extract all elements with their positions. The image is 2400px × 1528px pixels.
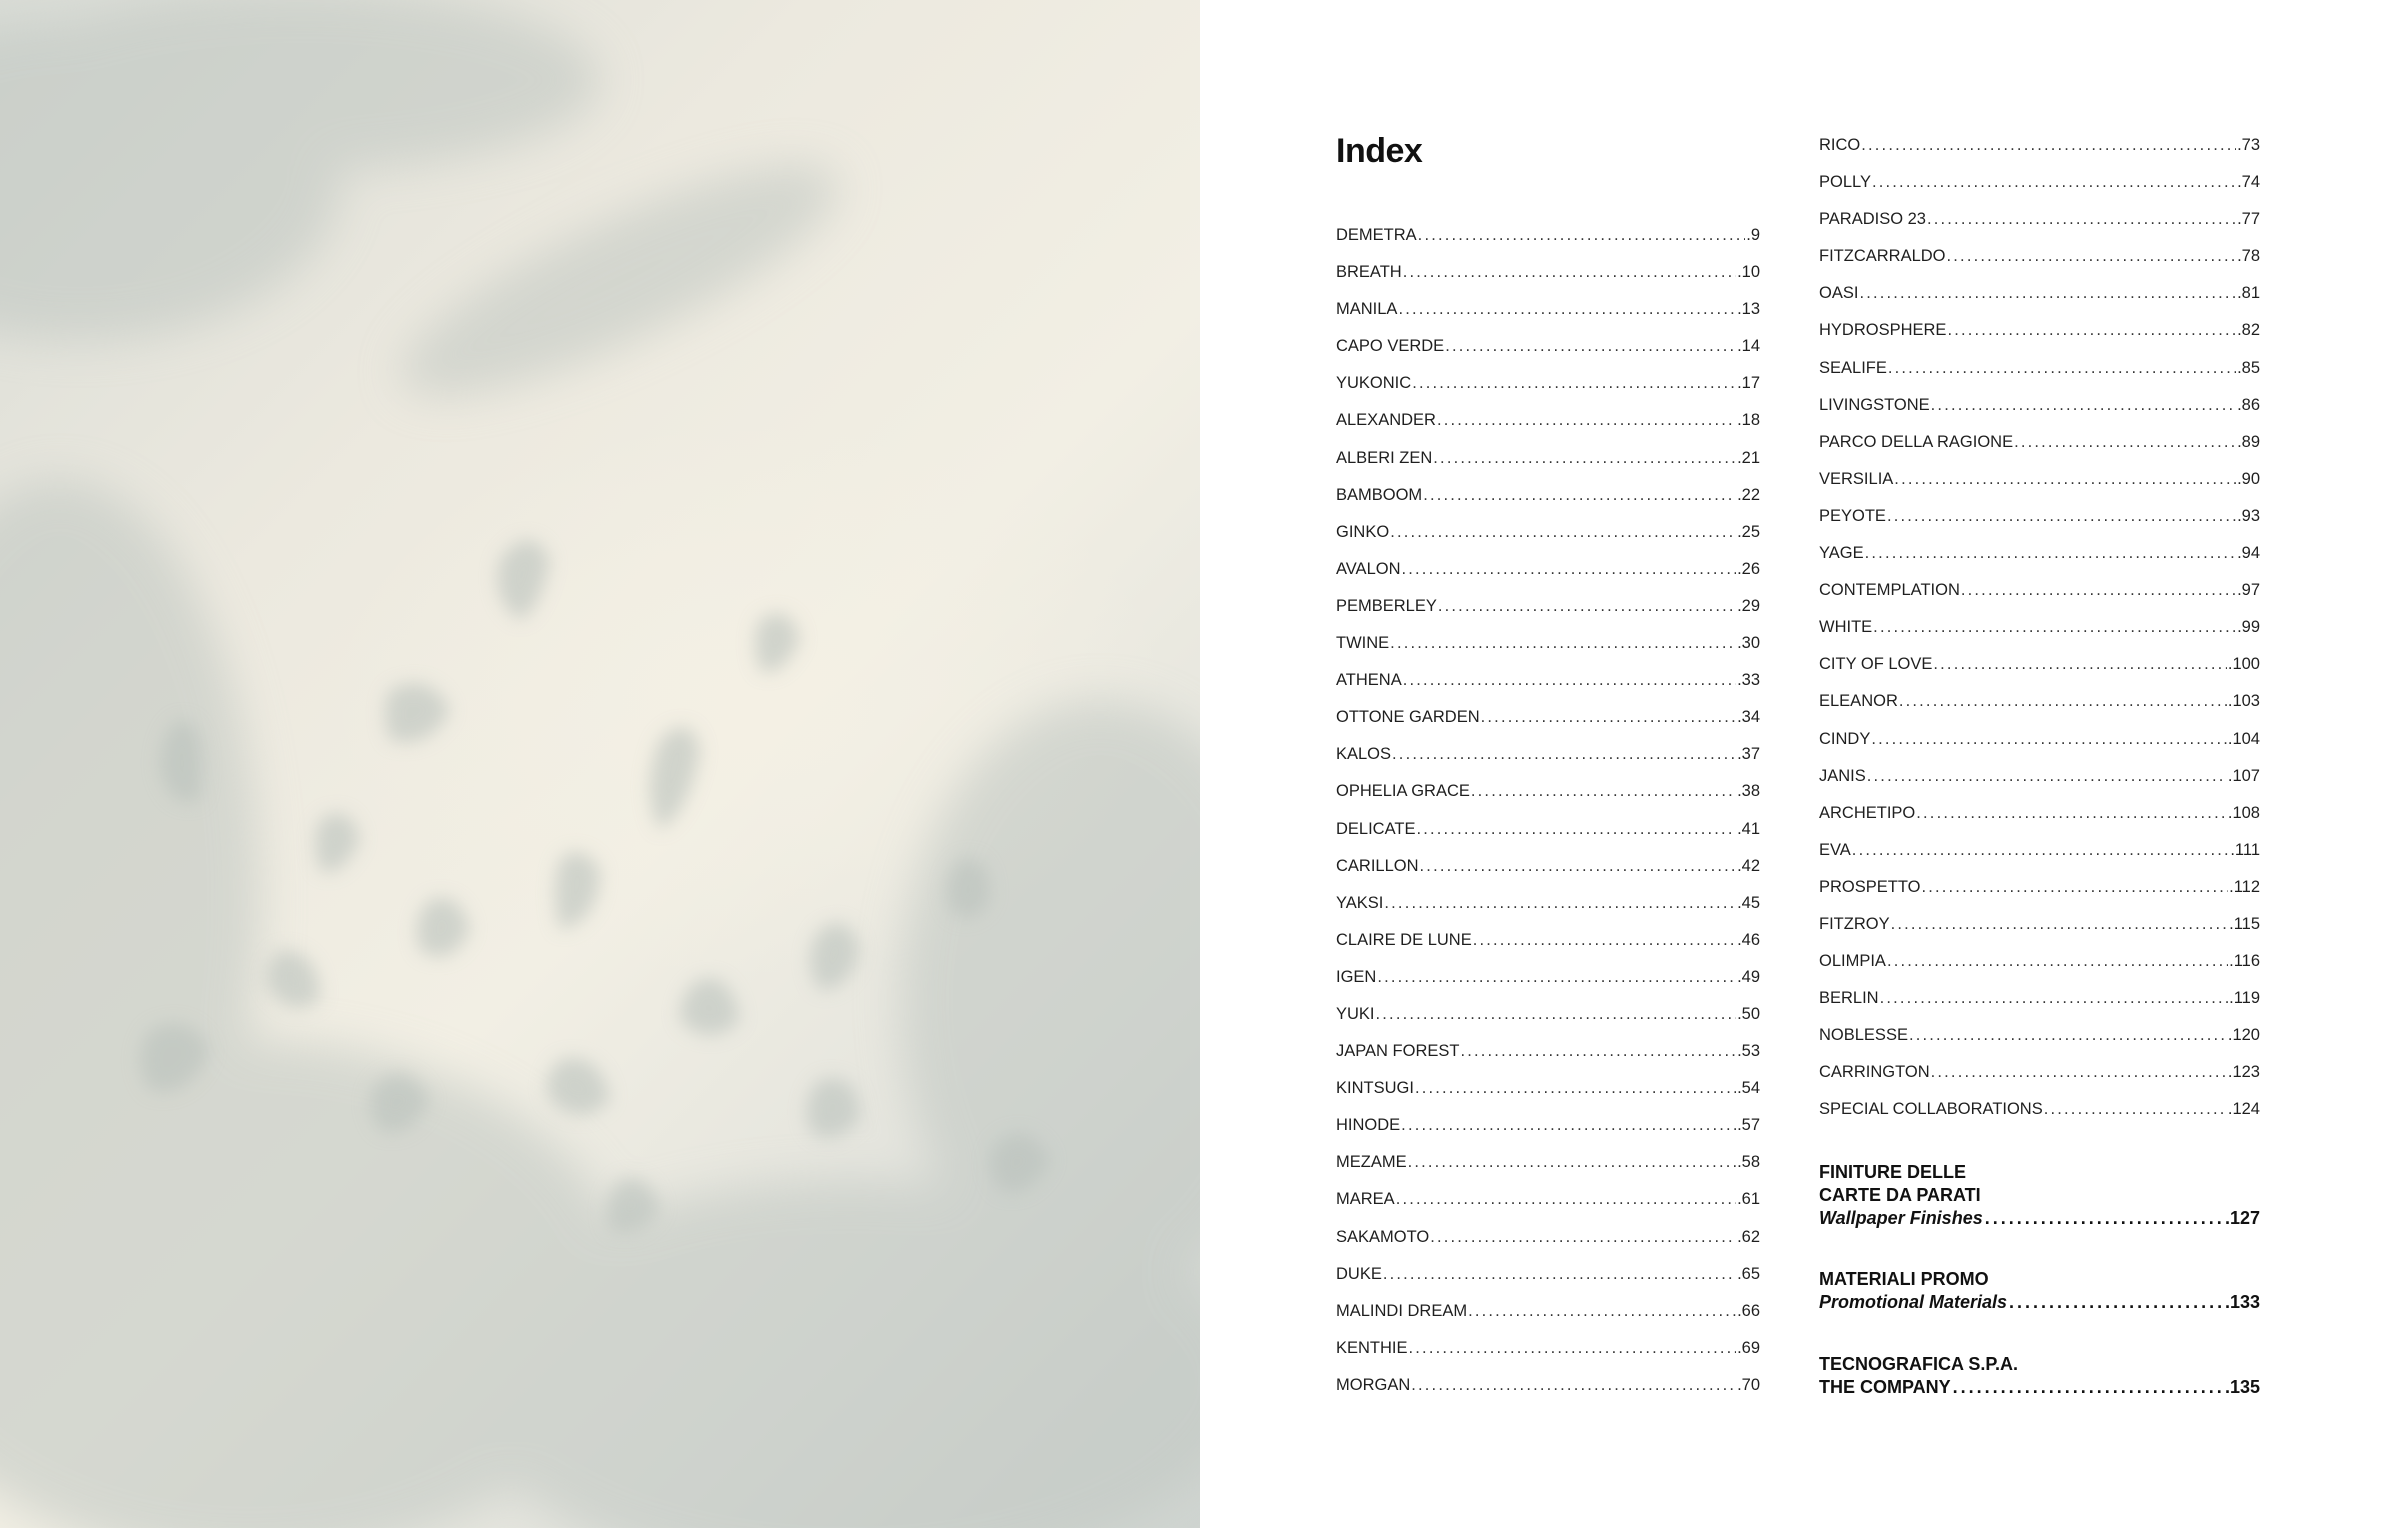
page-number: .127 — [2224, 1208, 2260, 1228]
page-number: .115 — [2229, 914, 2260, 933]
index-entry — [1336, 743, 1760, 780]
index-entry — [1819, 765, 2260, 802]
dot-leader — [1412, 372, 1736, 394]
page-number: .46 — [1737, 930, 1760, 949]
dot-leader — [1909, 1024, 2227, 1046]
entry-name: OPHELIA GRACE — [1336, 782, 1470, 801]
page-number: .104 — [2227, 729, 2260, 748]
dot-leader — [1409, 1337, 1737, 1359]
index-entry — [1336, 558, 1760, 595]
entry-name: CARILLON — [1336, 856, 1419, 875]
index-entry — [1819, 208, 2260, 245]
entry-name: BERLIN — [1819, 989, 1879, 1008]
dot-leader — [1961, 579, 2236, 601]
index-entry — [1819, 728, 2260, 765]
page-number: .42 — [1737, 856, 1760, 875]
page-number: .77 — [2237, 210, 2260, 229]
dot-leader — [1931, 394, 2236, 416]
entry-name: DEMETRA — [1336, 226, 1417, 244]
index-entry — [1336, 261, 1760, 298]
entry-name: FITZCARRALDO — [1819, 247, 1946, 266]
index-entry — [1336, 669, 1760, 706]
page-number: .73 — [2237, 136, 2260, 154]
page-number: .45 — [1737, 893, 1760, 912]
entry-name: PEYOTE — [1819, 506, 1886, 525]
dot-leader — [1403, 669, 1736, 691]
dot-leader — [1947, 319, 2236, 341]
section-company — [1819, 1353, 2260, 1399]
dot-leader — [1921, 876, 2228, 898]
entry-name: BAMBOOM — [1336, 485, 1423, 504]
index-entry — [1819, 357, 2260, 394]
page-number: .61 — [1737, 1190, 1760, 1209]
entry-name: YAKSI — [1336, 893, 1384, 912]
entry-name: SPECIAL COLLABORATIONS — [1819, 1100, 2043, 1119]
entry-name: KINTSUGI — [1336, 1079, 1414, 1098]
entry-name: KALOS — [1336, 745, 1392, 764]
entry-name: KENTHIE — [1336, 1338, 1408, 1357]
index-entry — [1336, 1337, 1760, 1374]
index-entry — [1819, 245, 2260, 282]
entry-name: OLIMPIA — [1819, 952, 1886, 971]
section-entry — [1819, 1207, 2260, 1230]
page-number: .21 — [1737, 448, 1760, 467]
dot-leader — [1880, 987, 2229, 1009]
entry-name: RICO — [1819, 136, 1861, 154]
dot-leader — [1953, 1376, 2223, 1399]
dot-leader — [1927, 208, 2236, 230]
dot-leader — [1383, 1263, 1736, 1285]
page-number: .65 — [1737, 1264, 1760, 1283]
dot-leader — [1377, 966, 1736, 988]
dot-leader — [1401, 1114, 1736, 1136]
dot-leader — [2009, 1291, 2223, 1314]
index-entry — [1336, 484, 1760, 521]
page-number: .29 — [1737, 596, 1760, 615]
index-entry — [1336, 966, 1760, 1003]
dot-leader — [1418, 224, 1746, 246]
dot-leader — [1445, 335, 1736, 357]
entry-name: CAPO VERDE — [1336, 337, 1445, 356]
index-entry — [1819, 616, 2260, 653]
entry-name: ALEXANDER — [1336, 411, 1436, 430]
entry-name: WHITE — [1819, 618, 1873, 637]
entry-name: HYDROSPHERE — [1819, 321, 1947, 340]
dot-leader — [1985, 1207, 2223, 1230]
index-entry — [1819, 950, 2260, 987]
section-heading: FINITURE DELLE — [1819, 1162, 1966, 1182]
page-number: .9 — [1746, 226, 1760, 244]
page-number: .50 — [1737, 1004, 1760, 1023]
entry-name: OTTONE GARDEN — [1336, 708, 1480, 727]
page-number: .97 — [2237, 581, 2260, 600]
index-entry — [1336, 447, 1760, 484]
page-number: .82 — [2237, 321, 2260, 340]
dot-leader — [1887, 950, 2228, 972]
entry-name: YUKONIC — [1336, 374, 1412, 393]
page-number: .89 — [2237, 432, 2260, 451]
entry-name: AVALON — [1336, 559, 1401, 578]
page-number: .49 — [1737, 967, 1760, 986]
entry-name: SEALIFE — [1819, 358, 1887, 377]
index-entry — [1819, 282, 2260, 319]
index-column-1 — [1336, 224, 1760, 1411]
page-number: .116 — [2229, 952, 2260, 971]
index-entry — [1336, 1151, 1760, 1188]
page-number: .41 — [1737, 819, 1760, 838]
page-number: .38 — [1737, 782, 1760, 801]
dot-leader — [1398, 298, 1736, 320]
index-entry — [1336, 706, 1760, 743]
entry-name: POLLY — [1819, 173, 1871, 192]
index-entry — [1336, 929, 1760, 966]
index-entry — [1819, 468, 2260, 505]
page-number: .37 — [1737, 745, 1760, 764]
section-entry — [1819, 1291, 2260, 1314]
dot-leader — [1894, 468, 2236, 490]
entry-name: IGEN — [1336, 967, 1377, 986]
dot-leader — [1420, 855, 1737, 877]
entry-name: CONTEMPLATION — [1819, 581, 1960, 600]
index-entry — [1336, 855, 1760, 892]
dot-leader — [1402, 558, 1737, 580]
index-entry — [1819, 653, 2260, 690]
page-title: Index — [1336, 132, 1423, 170]
entry-name: PARADISO 23 — [1819, 210, 1926, 229]
dot-leader — [1392, 743, 1736, 765]
entry-name: CLAIRE DE LUNE — [1336, 930, 1472, 949]
page-number: .53 — [1737, 1042, 1760, 1061]
dot-leader — [1867, 765, 2227, 787]
page-number: .25 — [1737, 522, 1760, 541]
index-entry — [1819, 319, 2260, 356]
page-number: .135 — [2224, 1377, 2260, 1397]
page-number: .86 — [2237, 395, 2260, 414]
index-entry — [1819, 1061, 2260, 1098]
index-entry — [1819, 876, 2260, 913]
entry-name: MORGAN — [1336, 1375, 1411, 1394]
dot-leader — [1403, 261, 1736, 283]
page-number: .14 — [1737, 337, 1760, 356]
index-entry — [1819, 171, 2260, 208]
index-entry — [1819, 1098, 2260, 1135]
index-entry — [1336, 780, 1760, 817]
entry-name: VERSILIA — [1819, 469, 1894, 488]
dot-leader — [1873, 616, 2236, 638]
entry-name: CINDY — [1819, 729, 1871, 748]
page-number: .133 — [2224, 1292, 2260, 1312]
index-entry — [1336, 1226, 1760, 1263]
dot-leader — [1481, 706, 1736, 728]
index-entry — [1336, 335, 1760, 372]
section-heading: TECNOGRAFICA S.P.A. — [1819, 1354, 2019, 1374]
dot-leader — [1872, 171, 2236, 193]
index-entry — [1819, 690, 2260, 727]
index-entry — [1819, 839, 2260, 876]
index-entry — [1819, 579, 2260, 616]
dot-leader — [1390, 521, 1736, 543]
page-number: .94 — [2237, 544, 2260, 563]
section-subtitle: THE COMPANY — [1819, 1377, 1951, 1397]
index-entry — [1336, 1003, 1760, 1040]
section-heading: MATERIALI PROMO — [1819, 1269, 1989, 1289]
page-number: .90 — [2237, 469, 2260, 488]
index-entry — [1336, 1300, 1760, 1337]
entry-name: GINKO — [1336, 522, 1390, 541]
index-entry — [1819, 542, 2260, 579]
index-entry — [1819, 431, 2260, 468]
index-entry — [1819, 505, 2260, 542]
page-number: .58 — [1737, 1153, 1760, 1172]
section-promotional-materials — [1819, 1268, 2260, 1314]
section-subtitle: Wallpaper Finishes — [1819, 1208, 1983, 1228]
entry-name: MANILA — [1336, 300, 1398, 319]
entry-name: HINODE — [1336, 1116, 1401, 1135]
entry-name: JANIS — [1819, 766, 1866, 785]
page-number: .26 — [1737, 559, 1760, 578]
section-wallpaper-finishes — [1819, 1161, 2260, 1230]
index-entry — [1819, 134, 2260, 171]
page-number: .93 — [2237, 506, 2260, 525]
dot-leader — [1468, 1300, 1736, 1322]
dot-leader — [1384, 892, 1736, 914]
entry-name: PROSPETTO — [1819, 877, 1921, 896]
dot-leader — [2044, 1098, 2227, 1120]
entry-name: BREATH — [1336, 263, 1402, 282]
dot-leader — [1933, 653, 2226, 675]
index-entry — [1819, 987, 2260, 1024]
entry-name: YUKI — [1336, 1004, 1375, 1023]
entry-name: PARCO DELLA RAGIONE — [1819, 432, 2014, 451]
index-entry — [1336, 1114, 1760, 1151]
entry-name: YAGE — [1819, 544, 1864, 563]
section-subtitle: Promotional Materials — [1819, 1292, 2008, 1312]
page-number: .120 — [2227, 1026, 2260, 1045]
dot-leader — [1471, 780, 1736, 802]
page-number: .81 — [2237, 284, 2260, 303]
page-number: .112 — [2229, 877, 2260, 896]
entry-name: PEMBERLEY — [1336, 596, 1437, 615]
entry-name: SAKAMOTO — [1336, 1227, 1430, 1246]
dot-leader — [1473, 929, 1736, 951]
page-number: .13 — [1737, 300, 1760, 319]
dot-leader — [1861, 134, 2236, 156]
dot-leader — [1411, 1374, 1736, 1396]
dot-leader — [1916, 802, 2227, 824]
entry-name: ATHENA — [1336, 671, 1402, 690]
page-number: .103 — [2227, 692, 2260, 711]
entry-name: OASI — [1819, 284, 1859, 303]
page-number: .69 — [1737, 1338, 1760, 1357]
entry-name: MAREA — [1336, 1190, 1395, 1209]
index-entry — [1336, 224, 1760, 261]
dot-leader — [1433, 447, 1736, 469]
page-number: .57 — [1737, 1116, 1760, 1135]
index-entry — [1336, 632, 1760, 669]
index-entry — [1336, 1188, 1760, 1225]
dot-leader — [1430, 1226, 1736, 1248]
page-number: .22 — [1737, 485, 1760, 504]
dot-leader — [1899, 690, 2227, 712]
page-number: .100 — [2227, 655, 2260, 674]
entry-name: JAPAN FOREST — [1336, 1042, 1460, 1061]
page-number: .10 — [1737, 263, 1760, 282]
dot-leader — [1460, 1040, 1736, 1062]
dot-leader — [1437, 409, 1736, 431]
index-entry — [1336, 521, 1760, 558]
entry-name: DELICATE — [1336, 819, 1416, 838]
entry-name: DUKE — [1336, 1264, 1382, 1283]
entry-name: EVA — [1819, 840, 1851, 859]
dot-leader — [1852, 839, 2230, 861]
page-number: .108 — [2227, 803, 2260, 822]
index-entry — [1819, 1024, 2260, 1061]
dot-leader — [1396, 1188, 1736, 1210]
dot-leader — [1888, 357, 2236, 379]
dot-leader — [1390, 632, 1736, 654]
entry-name: CITY OF LOVE — [1819, 655, 1933, 674]
index-entry — [1336, 892, 1760, 929]
dot-leader — [1887, 505, 2236, 527]
index-entry — [1336, 595, 1760, 632]
entry-name: MEZAME — [1336, 1153, 1407, 1172]
dot-leader — [2014, 431, 2236, 453]
dot-leader — [1865, 542, 2236, 564]
entry-name: LIVINGSTONE — [1819, 395, 1930, 414]
index-column-2 — [1819, 134, 2260, 1136]
page-number: .85 — [2237, 358, 2260, 377]
dot-leader — [1947, 245, 2237, 267]
dot-leader — [1891, 913, 2229, 935]
dot-leader — [1871, 728, 2227, 750]
index-entry — [1819, 802, 2260, 839]
index-entry — [1819, 394, 2260, 431]
section-entry — [1819, 1376, 2260, 1399]
page-number: .62 — [1737, 1227, 1760, 1246]
page-number: .119 — [2229, 989, 2260, 1008]
page-number: .34 — [1737, 708, 1760, 727]
entry-name: CARRINGTON — [1819, 1063, 1930, 1082]
entry-name: MALINDI DREAM — [1336, 1301, 1468, 1320]
entry-name: FITZROY — [1819, 914, 1890, 933]
index-page — [1200, 0, 2400, 1528]
page-number: .54 — [1737, 1079, 1760, 1098]
dot-leader — [1931, 1061, 2227, 1083]
section-heading: CARTE DA PARATI — [1819, 1185, 1981, 1205]
dot-leader — [1376, 1003, 1737, 1025]
index-entry — [1819, 913, 2260, 950]
page-number: .70 — [1737, 1375, 1760, 1394]
dot-leader — [1859, 282, 2236, 304]
index-entry — [1336, 1077, 1760, 1114]
entry-name: NOBLESSE — [1819, 1026, 1908, 1045]
entry-name: ALBERI ZEN — [1336, 448, 1433, 467]
page-number: .107 — [2227, 766, 2260, 785]
page-number: .123 — [2227, 1063, 2260, 1082]
page-number: .17 — [1737, 374, 1760, 393]
index-entry — [1336, 1263, 1760, 1300]
page-number: .78 — [2237, 247, 2260, 266]
index-entry — [1336, 298, 1760, 335]
entry-name: TWINE — [1336, 634, 1390, 653]
dot-leader — [1415, 1077, 1736, 1099]
page-number: .99 — [2237, 618, 2260, 637]
page-number: .18 — [1737, 411, 1760, 430]
index-entry — [1336, 409, 1760, 446]
page-number: .111 — [2230, 840, 2260, 859]
index-entry — [1336, 1374, 1760, 1411]
page-number: .33 — [1737, 671, 1760, 690]
index-entry — [1336, 1040, 1760, 1077]
entry-name: ELEANOR — [1819, 692, 1898, 711]
page-number: .124 — [2227, 1100, 2260, 1119]
index-entry — [1336, 818, 1760, 855]
entry-name: ARCHETIPO — [1819, 803, 1916, 822]
dot-leader — [1423, 484, 1736, 506]
page-number: .74 — [2237, 173, 2260, 192]
dot-leader — [1438, 595, 1736, 617]
dot-leader — [1416, 818, 1736, 840]
page-number: .66 — [1737, 1301, 1760, 1320]
index-entry — [1336, 372, 1760, 409]
dot-leader — [1408, 1151, 1736, 1173]
page-number: .30 — [1737, 634, 1760, 653]
